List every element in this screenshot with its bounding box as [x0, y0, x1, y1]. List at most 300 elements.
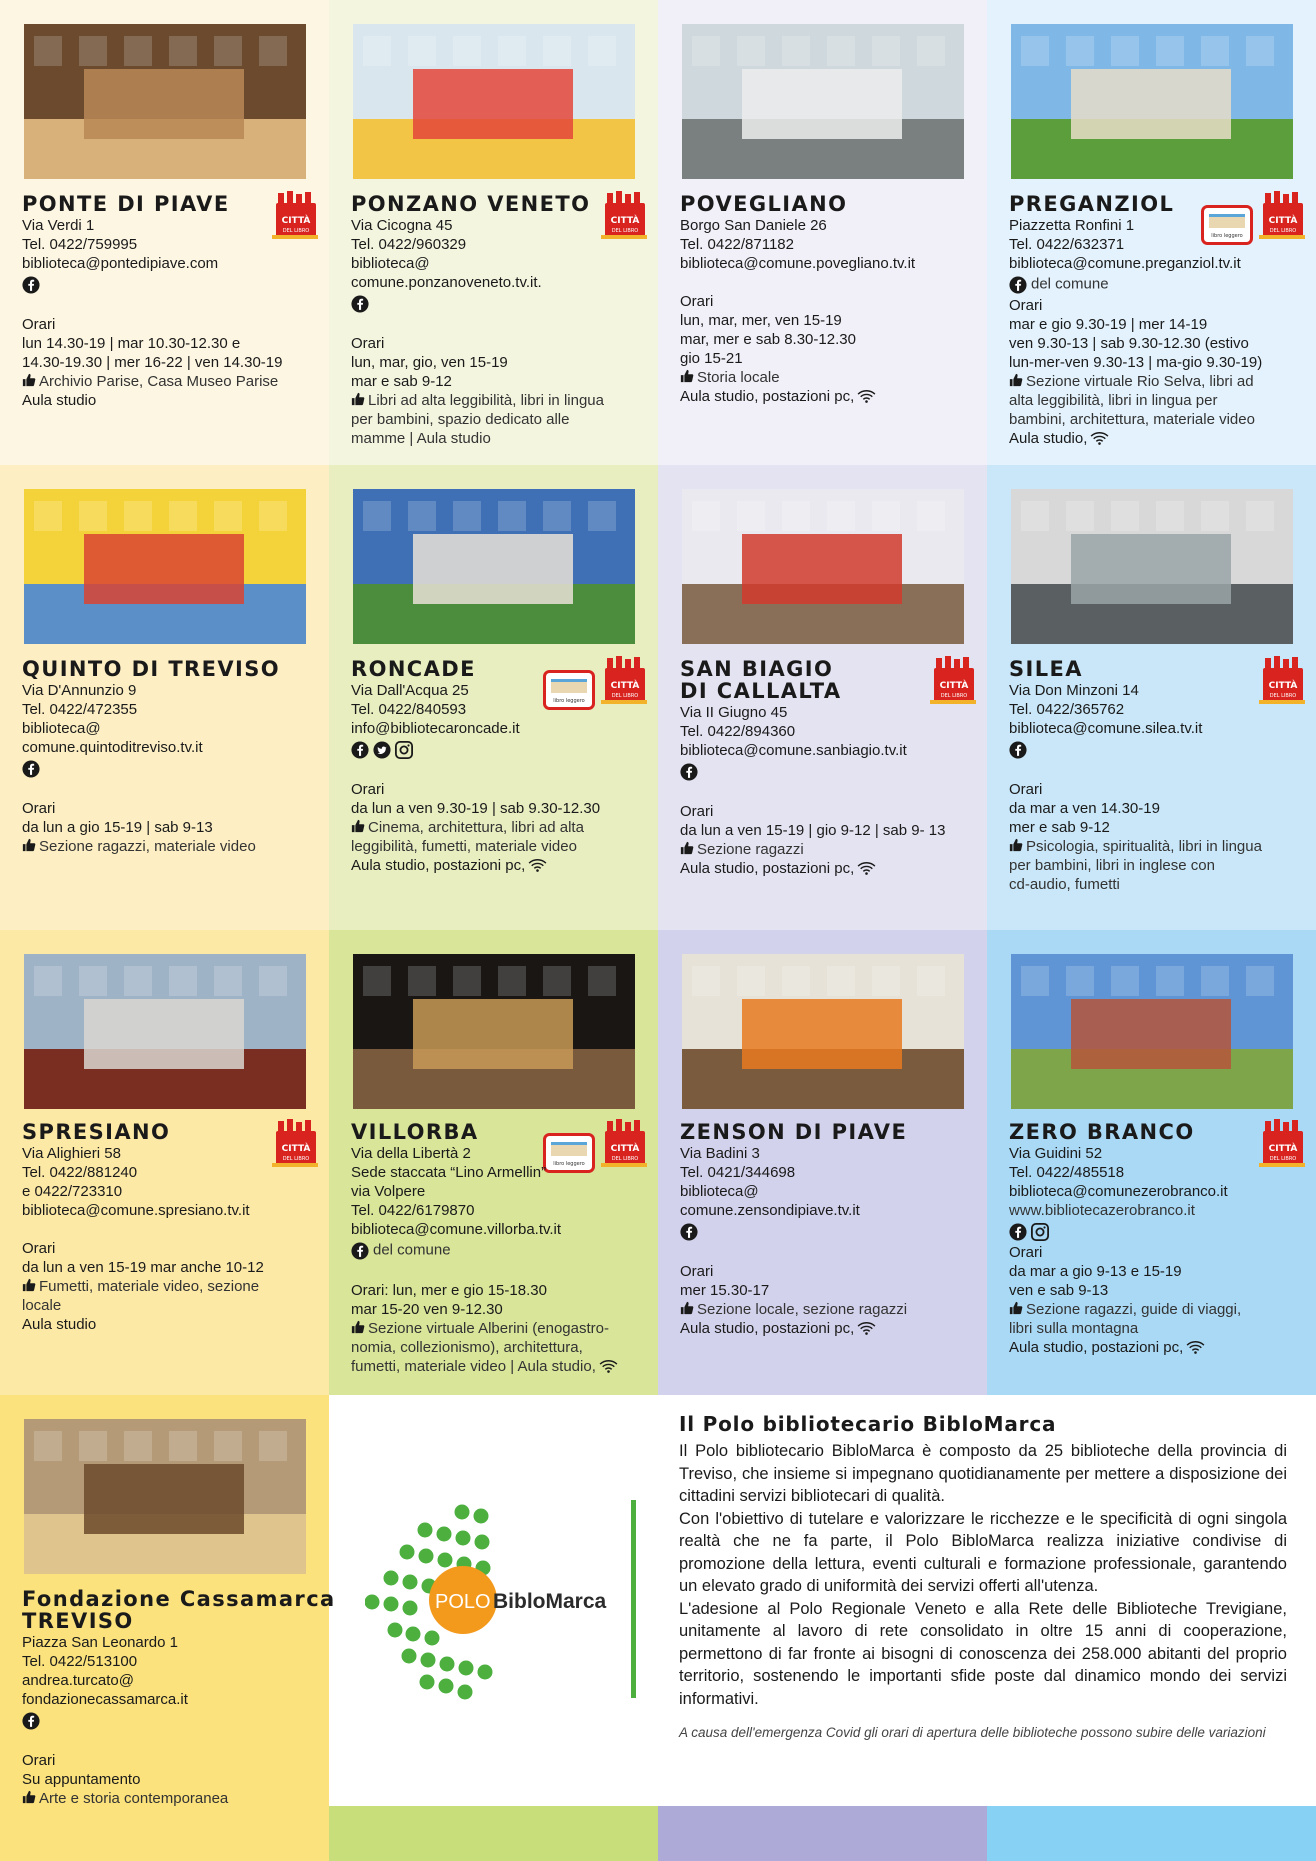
library-info-line	[351, 1300, 646, 1319]
library-info-line	[22, 738, 317, 757]
badge-libro-text: DEL LIBRO	[1269, 228, 1297, 234]
library-info-line	[22, 1315, 317, 1334]
info-text: bambini, architettura, materiale video	[1009, 411, 1255, 428]
badge-citta-text: CITTÀ	[1268, 1144, 1298, 1154]
library-highlight	[22, 372, 317, 391]
social-links	[22, 273, 317, 296]
info-text: Borgo San Daniele 26	[680, 217, 827, 234]
info-text: comune.zensondipiave.tv.it	[680, 1202, 860, 1219]
info-text: Sezione ragazzi, guide di viaggi,	[1026, 1301, 1242, 1318]
info-text: Aula studio,	[1009, 430, 1088, 447]
library-info-line	[1009, 1319, 1304, 1338]
facebook-icon[interactable]	[680, 763, 698, 781]
library-info-line	[22, 1296, 317, 1315]
info-text: Orari: lun, mer e gio 15-18.30	[351, 1282, 547, 1299]
library-info-line	[680, 216, 975, 235]
library-info-line[interactable]	[1009, 719, 1304, 738]
library-info-line[interactable]	[22, 719, 317, 738]
library-info-line[interactable]	[1009, 1182, 1304, 1201]
info-text: Sezione virtuale Alberini (enogastro-	[368, 1320, 609, 1337]
facebook-icon[interactable]	[22, 276, 40, 294]
info-text: Piazza San Leonardo 1	[22, 1634, 178, 1651]
badge-libro-text: DEL LIBRO	[611, 1156, 639, 1162]
info-text: Via Don Minzoni 14	[1009, 682, 1139, 699]
library-info	[1009, 216, 1304, 448]
library-info-line[interactable]	[351, 1220, 646, 1239]
about-section	[679, 1412, 1287, 1742]
library-photo	[353, 954, 635, 1109]
social-label: del comune	[1031, 275, 1109, 293]
library-info-line	[1009, 1144, 1304, 1163]
library-info-line	[1009, 429, 1304, 448]
logo-dot	[439, 1679, 454, 1694]
info-text: Fumetti, materiale video, sezione	[39, 1278, 260, 1295]
wifi-icon	[528, 858, 547, 872]
library-info-line	[351, 334, 646, 353]
library-info-line	[351, 1201, 646, 1220]
info-text: da mar a ven 14.30-19	[1009, 800, 1160, 817]
info-text: biblioteca@comune.spresiano.tv.it	[22, 1202, 250, 1219]
info-text: Tel. 0422/472355	[22, 701, 138, 718]
badge-citta-text: CITTÀ	[610, 681, 640, 691]
library-photo	[24, 1419, 306, 1574]
library-info-line	[1009, 700, 1304, 719]
library-info-line	[351, 235, 646, 254]
library-info	[1009, 681, 1304, 894]
thumbs-up-icon	[22, 1790, 36, 1804]
library-info-line	[22, 1690, 317, 1709]
library-info-line	[1009, 799, 1304, 818]
wifi-icon	[599, 1359, 618, 1373]
badge-citta-text: CITTÀ	[1268, 216, 1298, 226]
library-info-line	[1009, 1262, 1304, 1281]
info-text: Aula studio, postazioni pc,	[680, 388, 855, 405]
info-text: nomia, collezionismo), architettura,	[351, 1339, 583, 1356]
logo-dot	[455, 1505, 470, 1520]
social-links	[680, 760, 975, 783]
info-text: mar 15-20 ven 9-12.30	[351, 1301, 503, 1318]
logo-dot	[478, 1665, 493, 1680]
logo-dot	[365, 1595, 380, 1610]
logo-dot	[406, 1627, 421, 1642]
info-text: cd-audio, fumetti	[1009, 876, 1120, 893]
info-text: Orari	[22, 316, 56, 333]
facebook-icon[interactable]	[1009, 276, 1027, 294]
library-name	[22, 193, 230, 215]
library-info-line	[680, 330, 975, 349]
badge-libro-text: DEL LIBRO	[611, 228, 639, 234]
badge-leggero-text: libro leggero	[1211, 233, 1243, 239]
library-info-line	[22, 1652, 317, 1671]
library-name-line: VILLORBA	[351, 1120, 479, 1144]
social-facebook-comune	[1009, 273, 1304, 296]
info-text: Via D'Annunzio 9	[22, 682, 137, 699]
info-text: Aula studio, postazioni pc,	[351, 857, 526, 874]
info-text: per bambini, spazio dedicato alle	[351, 411, 570, 428]
badge-leggero-text: libro leggero	[553, 698, 585, 704]
library-info-line	[680, 1319, 975, 1338]
library-name-line-2: TREVISO	[22, 1609, 134, 1633]
info-text: mamme | Aula studio	[351, 430, 491, 447]
about-paragraph-1: Il Polo bibliotecario BibloMarca è composto da 25 biblioteche della provincia di Treviso, che insieme si impegnano quotidianamente per mettere a disposizione dei cittadini servizi bibliotecari di qualità.	[679, 1442, 1287, 1505]
thumbs-up-icon	[22, 1278, 36, 1292]
info-text: Via Alighieri 58	[22, 1145, 121, 1162]
library-info	[680, 216, 975, 406]
library-info	[22, 1144, 317, 1334]
info-text: Via Guidini 52	[1009, 1145, 1103, 1162]
info-text: biblioteca@pontedipiave.com	[22, 255, 219, 272]
info-text: Aula studio, postazioni pc,	[680, 1320, 855, 1337]
info-text: biblioteca@	[680, 1183, 759, 1200]
info-text: leggibilità, fumetti, materiale video	[351, 838, 577, 855]
library-info-line	[680, 821, 975, 840]
library-info	[22, 681, 317, 856]
library-photo	[1011, 24, 1293, 179]
spacer	[680, 273, 975, 292]
social-links	[351, 292, 646, 315]
instagram-icon[interactable]	[1031, 1223, 1049, 1241]
logo-dot	[440, 1657, 455, 1672]
library-name-line: PONZANO VENETO	[351, 192, 591, 216]
library-name	[680, 658, 842, 702]
library-name-line: PREGANZIOL	[1009, 192, 1175, 216]
info-text: biblioteca@comune.preganziol.tv.it	[1009, 255, 1241, 272]
info-text: Sede staccata “Lino Armellin”	[351, 1164, 547, 1181]
info-text: da lun a ven 9.30-19 | sab 9.30-12.30	[351, 800, 601, 817]
info-text: biblioteca@comune.povegliano.tv.it	[680, 255, 916, 272]
library-info-line	[351, 780, 646, 799]
library-info-line	[680, 802, 975, 821]
info-text: comune.ponzanoveneto.tv.it.	[351, 274, 542, 291]
logo-dot	[403, 1575, 418, 1590]
library-highlight	[680, 1300, 975, 1319]
logo-dot	[384, 1571, 399, 1586]
logo-dot	[438, 1553, 453, 1568]
info-text: lun 14.30-19 | mar 10.30-12.30 e	[22, 335, 241, 352]
info-text: biblioteca@comunezerobranco.it	[1009, 1183, 1228, 1200]
logo-dot	[388, 1623, 403, 1638]
library-info-line	[680, 1144, 975, 1163]
logo-dot	[456, 1531, 471, 1546]
info-text: lun, mar, gio, ven 15-19	[351, 354, 508, 371]
info-text: Cinema, architettura, libri ad alta	[368, 819, 584, 836]
badge-citta-text: CITTÀ	[610, 216, 640, 226]
library-name-line-2: DI CALLALTA	[680, 679, 842, 703]
library-info-line	[1009, 1243, 1304, 1262]
facebook-icon[interactable]	[351, 741, 369, 759]
library-highlight	[680, 840, 975, 859]
library-info	[351, 1144, 646, 1376]
info-text: Via II Giugno 45	[680, 704, 788, 721]
social-links	[1009, 738, 1304, 761]
info-text: e 0422/723310	[22, 1183, 123, 1200]
library-name	[1009, 658, 1083, 680]
library-info-line	[351, 1144, 646, 1163]
library-info-line[interactable]	[351, 719, 646, 738]
library-info-line[interactable]	[22, 1671, 317, 1690]
library-photo	[1011, 954, 1293, 1109]
facebook-icon[interactable]	[351, 1242, 369, 1260]
info-text: Orari	[351, 781, 385, 798]
info-text: Tel. 0422/840593	[351, 701, 467, 718]
library-name-line: QUINTO DI TREVISO	[22, 657, 281, 681]
library-info-line	[1009, 1163, 1304, 1182]
biblomarca-logo	[365, 1500, 640, 1700]
info-text: mer 15.30-17	[680, 1282, 770, 1299]
info-text: da lun a gio 15-19 | sab 9-13	[22, 819, 213, 836]
logo-dot	[458, 1685, 473, 1700]
thumbs-up-icon	[351, 1320, 365, 1334]
library-name-line: SPRESIANO	[22, 1120, 171, 1144]
logo-divider	[631, 1500, 636, 1698]
library-info-line	[22, 1163, 317, 1182]
library-info-line	[1009, 334, 1304, 353]
spacer	[22, 1220, 317, 1239]
info-text: mar e sab 9-12	[351, 373, 452, 390]
library-info	[351, 216, 646, 448]
badge-citta-text: CITTÀ	[281, 216, 311, 226]
badge-citta-text: CITTÀ	[939, 681, 969, 691]
library-info-line	[1009, 681, 1304, 700]
twitter-icon[interactable]	[373, 741, 391, 759]
info-text: Via Badini 3	[680, 1145, 760, 1162]
thumbs-up-icon	[351, 819, 365, 833]
thumbs-up-icon	[680, 1301, 694, 1315]
thumbs-up-icon	[22, 838, 36, 852]
badge-citta-text: CITTÀ	[1268, 681, 1298, 691]
wifi-icon	[857, 389, 876, 403]
library-info-line[interactable]	[680, 741, 975, 760]
library-info	[351, 681, 646, 875]
logo-dot	[474, 1509, 489, 1524]
library-info-line	[680, 1201, 975, 1220]
library-info-line	[351, 700, 646, 719]
library-info-line[interactable]	[1009, 1201, 1304, 1220]
library-info-line[interactable]	[22, 1201, 317, 1220]
thumbs-up-icon	[1009, 373, 1023, 387]
info-text: biblioteca@comune.silea.tv.it	[1009, 720, 1203, 737]
library-info-line	[351, 429, 646, 448]
info-text: Tel. 0422/881240	[22, 1164, 138, 1181]
info-text: Tel. 0422/6179870	[351, 1202, 475, 1219]
social-links	[22, 757, 317, 780]
library-info-line	[22, 315, 317, 334]
info-text: Libri ad alta leggibilità, libri in lingua	[368, 392, 604, 409]
library-info	[680, 703, 975, 878]
info-text: Orari	[1009, 1244, 1043, 1261]
library-name-line: PONTE DI PIAVE	[22, 192, 230, 216]
library-info-line	[1009, 235, 1304, 254]
info-text: Sezione locale, sezione ragazzi	[697, 1301, 908, 1318]
library-highlight	[351, 1319, 646, 1338]
library-info-line	[351, 1163, 646, 1182]
library-name-line: SAN BIAGIO	[680, 657, 834, 681]
library-info-line	[1009, 296, 1304, 315]
facebook-icon[interactable]	[1009, 741, 1027, 759]
library-info-line	[351, 856, 646, 875]
library-highlight	[22, 1789, 317, 1808]
library-info-line	[680, 292, 975, 311]
library-highlight	[22, 837, 317, 856]
logo-dot	[418, 1523, 433, 1538]
instagram-icon[interactable]	[395, 741, 413, 759]
library-name-line: POVEGLIANO	[680, 192, 848, 216]
info-text: Sezione virtuale Rio Selva, libri ad	[1026, 373, 1254, 390]
library-info-line	[22, 353, 317, 372]
citta-del-libro-badge	[930, 656, 978, 710]
info-text: Arte e storia contemporanea	[39, 1790, 229, 1807]
info-text: biblioteca@	[22, 720, 101, 737]
info-text: libri sulla montagna	[1009, 1320, 1139, 1337]
social-links	[351, 738, 646, 761]
library-info-line	[22, 216, 317, 235]
library-info-line	[1009, 875, 1304, 894]
library-photo	[24, 24, 306, 179]
wifi-icon	[1090, 431, 1109, 445]
library-info-line	[351, 1182, 646, 1201]
logo-dot	[419, 1549, 434, 1564]
badge-libro-text: DEL LIBRO	[282, 1156, 310, 1162]
info-text: ven e sab 9-13	[1009, 1282, 1109, 1299]
info-text: mer e sab 9-12	[1009, 819, 1110, 836]
about-title: Il Polo bibliotecario BibloMarca	[679, 1412, 1057, 1436]
logo-dot	[437, 1527, 452, 1542]
library-photo	[24, 954, 306, 1109]
library-info-line	[680, 1281, 975, 1300]
library-info-line	[22, 391, 317, 410]
library-photo	[682, 24, 964, 179]
library-info	[680, 1144, 975, 1338]
library-info-line	[680, 311, 975, 330]
badge-libro-text: DEL LIBRO	[1269, 1156, 1297, 1162]
library-info-line[interactable]	[22, 254, 317, 273]
library-info-line	[1009, 1281, 1304, 1300]
facebook-icon[interactable]	[680, 1223, 698, 1241]
info-text: per bambini, libri in inglese con	[1009, 857, 1215, 874]
library-info-line	[680, 387, 975, 406]
library-info-line	[1009, 353, 1304, 372]
library-info-line	[22, 235, 317, 254]
info-text: via Volpere	[351, 1183, 426, 1200]
info-text: Archivio Parise, Casa Museo Parise	[39, 373, 279, 390]
social-facebook-comune	[351, 1239, 646, 1262]
library-name	[22, 1588, 336, 1632]
info-text: da mar a gio 9-13 e 15-19	[1009, 1263, 1182, 1280]
library-info-line	[351, 216, 646, 235]
info-text: fumetti, materiale video | Aula studio,	[351, 1358, 596, 1375]
library-info-line	[680, 722, 975, 741]
library-photo	[682, 954, 964, 1109]
facebook-icon[interactable]	[1009, 1223, 1027, 1241]
logo-polo-text: POLO	[435, 1591, 491, 1613]
badge-leggero-text: libro leggero	[553, 1161, 585, 1167]
library-info-line	[1009, 410, 1304, 429]
logo-biblomarca-text: BibloMarca	[493, 1590, 607, 1613]
info-text: da lun a ven 15-19 mar anche 10-12	[22, 1259, 264, 1276]
info-text: Aula studio	[22, 392, 97, 409]
library-info-line[interactable]	[351, 254, 646, 273]
facebook-icon[interactable]	[351, 295, 369, 313]
info-text: Orari	[1009, 297, 1043, 314]
library-info	[22, 216, 317, 410]
info-text: Tel. 0422/894360	[680, 723, 796, 740]
library-photo	[682, 489, 964, 644]
library-info-line	[1009, 818, 1304, 837]
facebook-icon[interactable]	[22, 760, 40, 778]
info-text: Via della Libertà 2	[351, 1145, 471, 1162]
library-info-line	[1009, 780, 1304, 799]
badge-libro-text: DEL LIBRO	[611, 693, 639, 699]
library-highlight	[351, 818, 646, 837]
library-highlight	[680, 368, 975, 387]
info-text: info@bibliotecaroncade.it	[351, 720, 520, 737]
footer-strip	[0, 1806, 329, 1861]
social-links	[22, 1709, 317, 1732]
thumbs-up-icon	[680, 841, 694, 855]
social-label: del comune	[373, 1241, 451, 1259]
library-highlight	[1009, 372, 1304, 391]
info-text: Orari	[22, 1752, 56, 1769]
thumbs-up-icon	[680, 369, 694, 383]
library-photo	[1011, 489, 1293, 644]
info-text: Orari	[680, 803, 714, 820]
spacer	[680, 783, 975, 802]
library-photo	[353, 24, 635, 179]
library-info	[22, 1633, 317, 1808]
library-info-line	[351, 353, 646, 372]
info-text: Aula studio	[22, 1316, 97, 1333]
info-text: Aula studio, postazioni pc,	[680, 860, 855, 877]
info-text: mar e gio 9.30-19 | mer 14-19	[1009, 316, 1208, 333]
library-name	[351, 193, 590, 215]
library-info-line	[351, 681, 646, 700]
badge-citta-text: CITTÀ	[610, 1144, 640, 1154]
thumbs-up-icon	[22, 373, 36, 387]
library-name	[680, 1121, 907, 1143]
library-info-line[interactable]	[680, 254, 975, 273]
library-info-line[interactable]	[1009, 254, 1304, 273]
info-text: Tel. 0422/513100	[22, 1653, 138, 1670]
library-name	[1009, 193, 1174, 215]
library-info	[1009, 1144, 1304, 1357]
library-info-line	[351, 273, 646, 292]
logo-dot	[475, 1535, 490, 1550]
info-text: biblioteca@comune.sanbiagio.tv.it	[680, 742, 907, 759]
library-info-line	[680, 703, 975, 722]
library-info-line	[351, 1357, 646, 1376]
library-info-line	[22, 818, 317, 837]
info-text: comune.quintoditreviso.tv.it	[22, 739, 203, 756]
info-text: lun, mar, mer, ven 15-19	[680, 312, 842, 329]
library-info-line	[22, 1239, 317, 1258]
library-name-line: Fondazione Cassamarca	[22, 1587, 336, 1611]
about-paragraph-2: Con l'obiettivo di tutelare e valorizzare le ricchezze e le specificità di ogni singola realtà che ne fa parte, il Polo BibloMarca realizza iniziative condivise di promozione della lettura, eventi culturali e formazione professionale, garantendo un elevato grado di uniformità dei servizi offerti all'utenza.	[679, 1509, 1287, 1595]
info-text: Orari	[351, 335, 385, 352]
library-info-line	[1009, 391, 1304, 410]
library-info-line[interactable]	[680, 1182, 975, 1201]
info-text: Aula studio, postazioni pc,	[1009, 1339, 1184, 1356]
logo-dot	[425, 1631, 440, 1646]
info-text: lun-mer-ven 9.30-13 | ma-gio 9.30-19)	[1009, 354, 1263, 371]
info-text: Storia locale	[697, 369, 780, 386]
info-text: Via Verdi 1	[22, 217, 95, 234]
badge-libro-text: DEL LIBRO	[940, 693, 968, 699]
spacer	[22, 780, 317, 799]
facebook-icon[interactable]	[22, 1712, 40, 1730]
library-info-line	[680, 349, 975, 368]
library-info-line	[22, 700, 317, 719]
thumbs-up-icon	[1009, 1301, 1023, 1315]
